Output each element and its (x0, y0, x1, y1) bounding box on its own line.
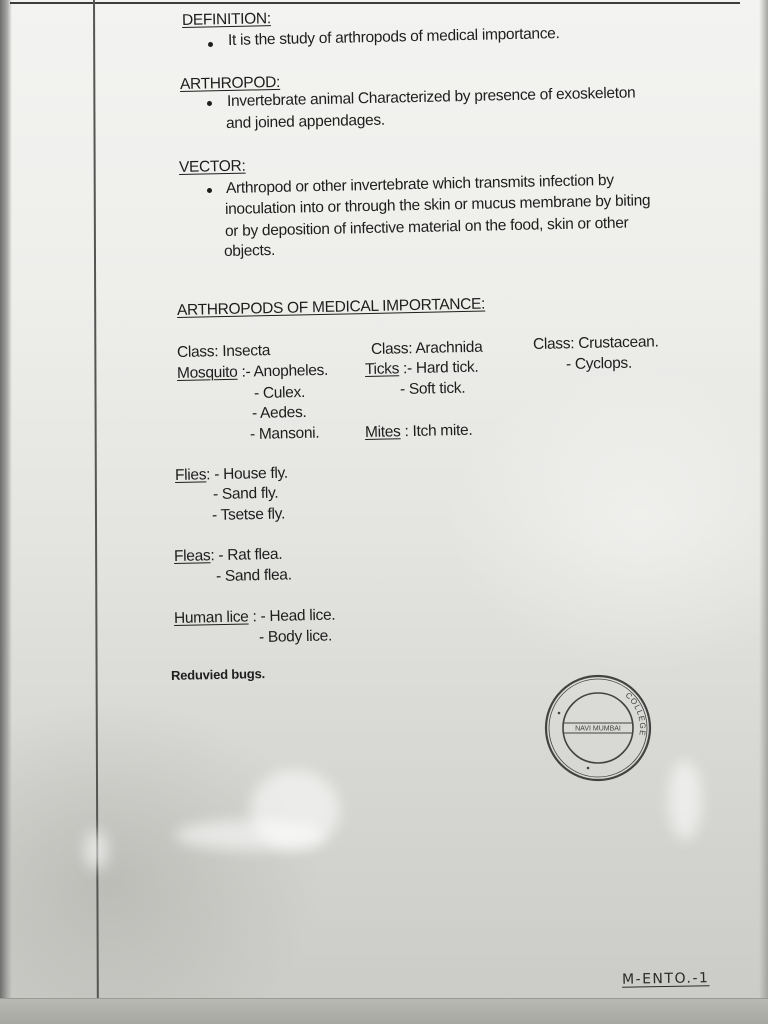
fleas-item: - Sand flea. (215, 566, 292, 585)
glare (668, 760, 702, 840)
crustacean-item: - Cyclops. (565, 354, 633, 373)
margin-line (93, 0, 99, 1024)
flies-item: - Sand fly. (212, 484, 279, 503)
class-insecta-label: Class: Insecta (176, 342, 271, 361)
page-code: M-ENTO.-1 (621, 970, 710, 988)
lamination-bottom-edge (0, 998, 768, 1024)
definition-heading: DEFINITION: (181, 10, 271, 29)
class-crustacean-label: Class: Crustacean. (532, 333, 659, 353)
vector-text-line: or by deposition of infective material on the food, skin or other (224, 214, 629, 240)
ticks-first-item: :- Hard tick. (398, 358, 479, 378)
mosquito-item: - Aedes. (251, 403, 307, 422)
flies-item: - Tsetse fly. (211, 505, 286, 524)
mites-label: Mites (364, 423, 401, 441)
human-lice-label: Human lice (173, 608, 249, 627)
glare (175, 820, 325, 850)
vector-text-line: inoculation into or through the skin or mucus membrane by biting (224, 192, 651, 218)
vector-heading: VECTOR: (178, 157, 246, 176)
arthropod-text-line: and joined appendages. (225, 111, 386, 132)
arthropod-heading: ARTHROPOD: (179, 73, 281, 93)
vector-text-line: Arthropod or other invertebrate which transmits infection by (225, 171, 614, 197)
medical-importance-heading: ARTHROPODS OF MEDICAL IMPORTANCE: (176, 295, 486, 319)
stamp-ring-text: COLLEGE (623, 690, 648, 738)
human-lice-item: - Body lice. (258, 627, 333, 646)
flies-label: Flies (174, 466, 207, 484)
mosquito-item: - Culex. (253, 383, 306, 402)
fleas-line (174, 546, 283, 566)
paper-right-edge (759, 0, 768, 1024)
arthropod-text-line: Invertebrate animal Characterized by presence of exoskeleton (226, 84, 636, 110)
ticks-label: Ticks (364, 360, 400, 378)
mosquito-first-item: :- Anopheles. (237, 361, 329, 381)
stamp-center-text: NAVI MUMBAI (575, 725, 621, 733)
fleas-first-item: : - Rat flea. (210, 545, 283, 565)
paper-left-edge (0, 0, 12, 1024)
reduvied-bugs-line: Reduvied bugs. (170, 666, 266, 683)
mites-first-item: : Itch mite. (400, 421, 473, 441)
ticks-line (365, 359, 479, 379)
glare (84, 830, 108, 870)
mosquito-label: Mosquito (176, 363, 238, 382)
human-lice-line (174, 607, 336, 628)
vector-text-line: objects. (223, 241, 276, 260)
bullet-icon (207, 188, 212, 193)
human-lice-first-item: : - Head lice. (248, 606, 336, 626)
flies-line (175, 465, 288, 485)
mites-line (365, 422, 473, 442)
definition-text: It is the study of arthropods of medical importance. (227, 25, 560, 49)
class-arachnida-label: Class: Arachnida (370, 338, 483, 358)
svg-text:COLLEGE (624, 691, 648, 737)
bullet-icon (207, 101, 212, 106)
college-stamp (543, 673, 653, 783)
ticks-item: - Soft tick. (399, 379, 466, 398)
bullet-icon (208, 42, 213, 47)
fleas-label: Fleas (173, 547, 211, 565)
top-rule-line (10, 2, 740, 4)
mosquito-line (177, 362, 328, 383)
mosquito-item: - Mansoni. (249, 424, 320, 443)
flies-first-item: : - House fly. (206, 464, 289, 484)
